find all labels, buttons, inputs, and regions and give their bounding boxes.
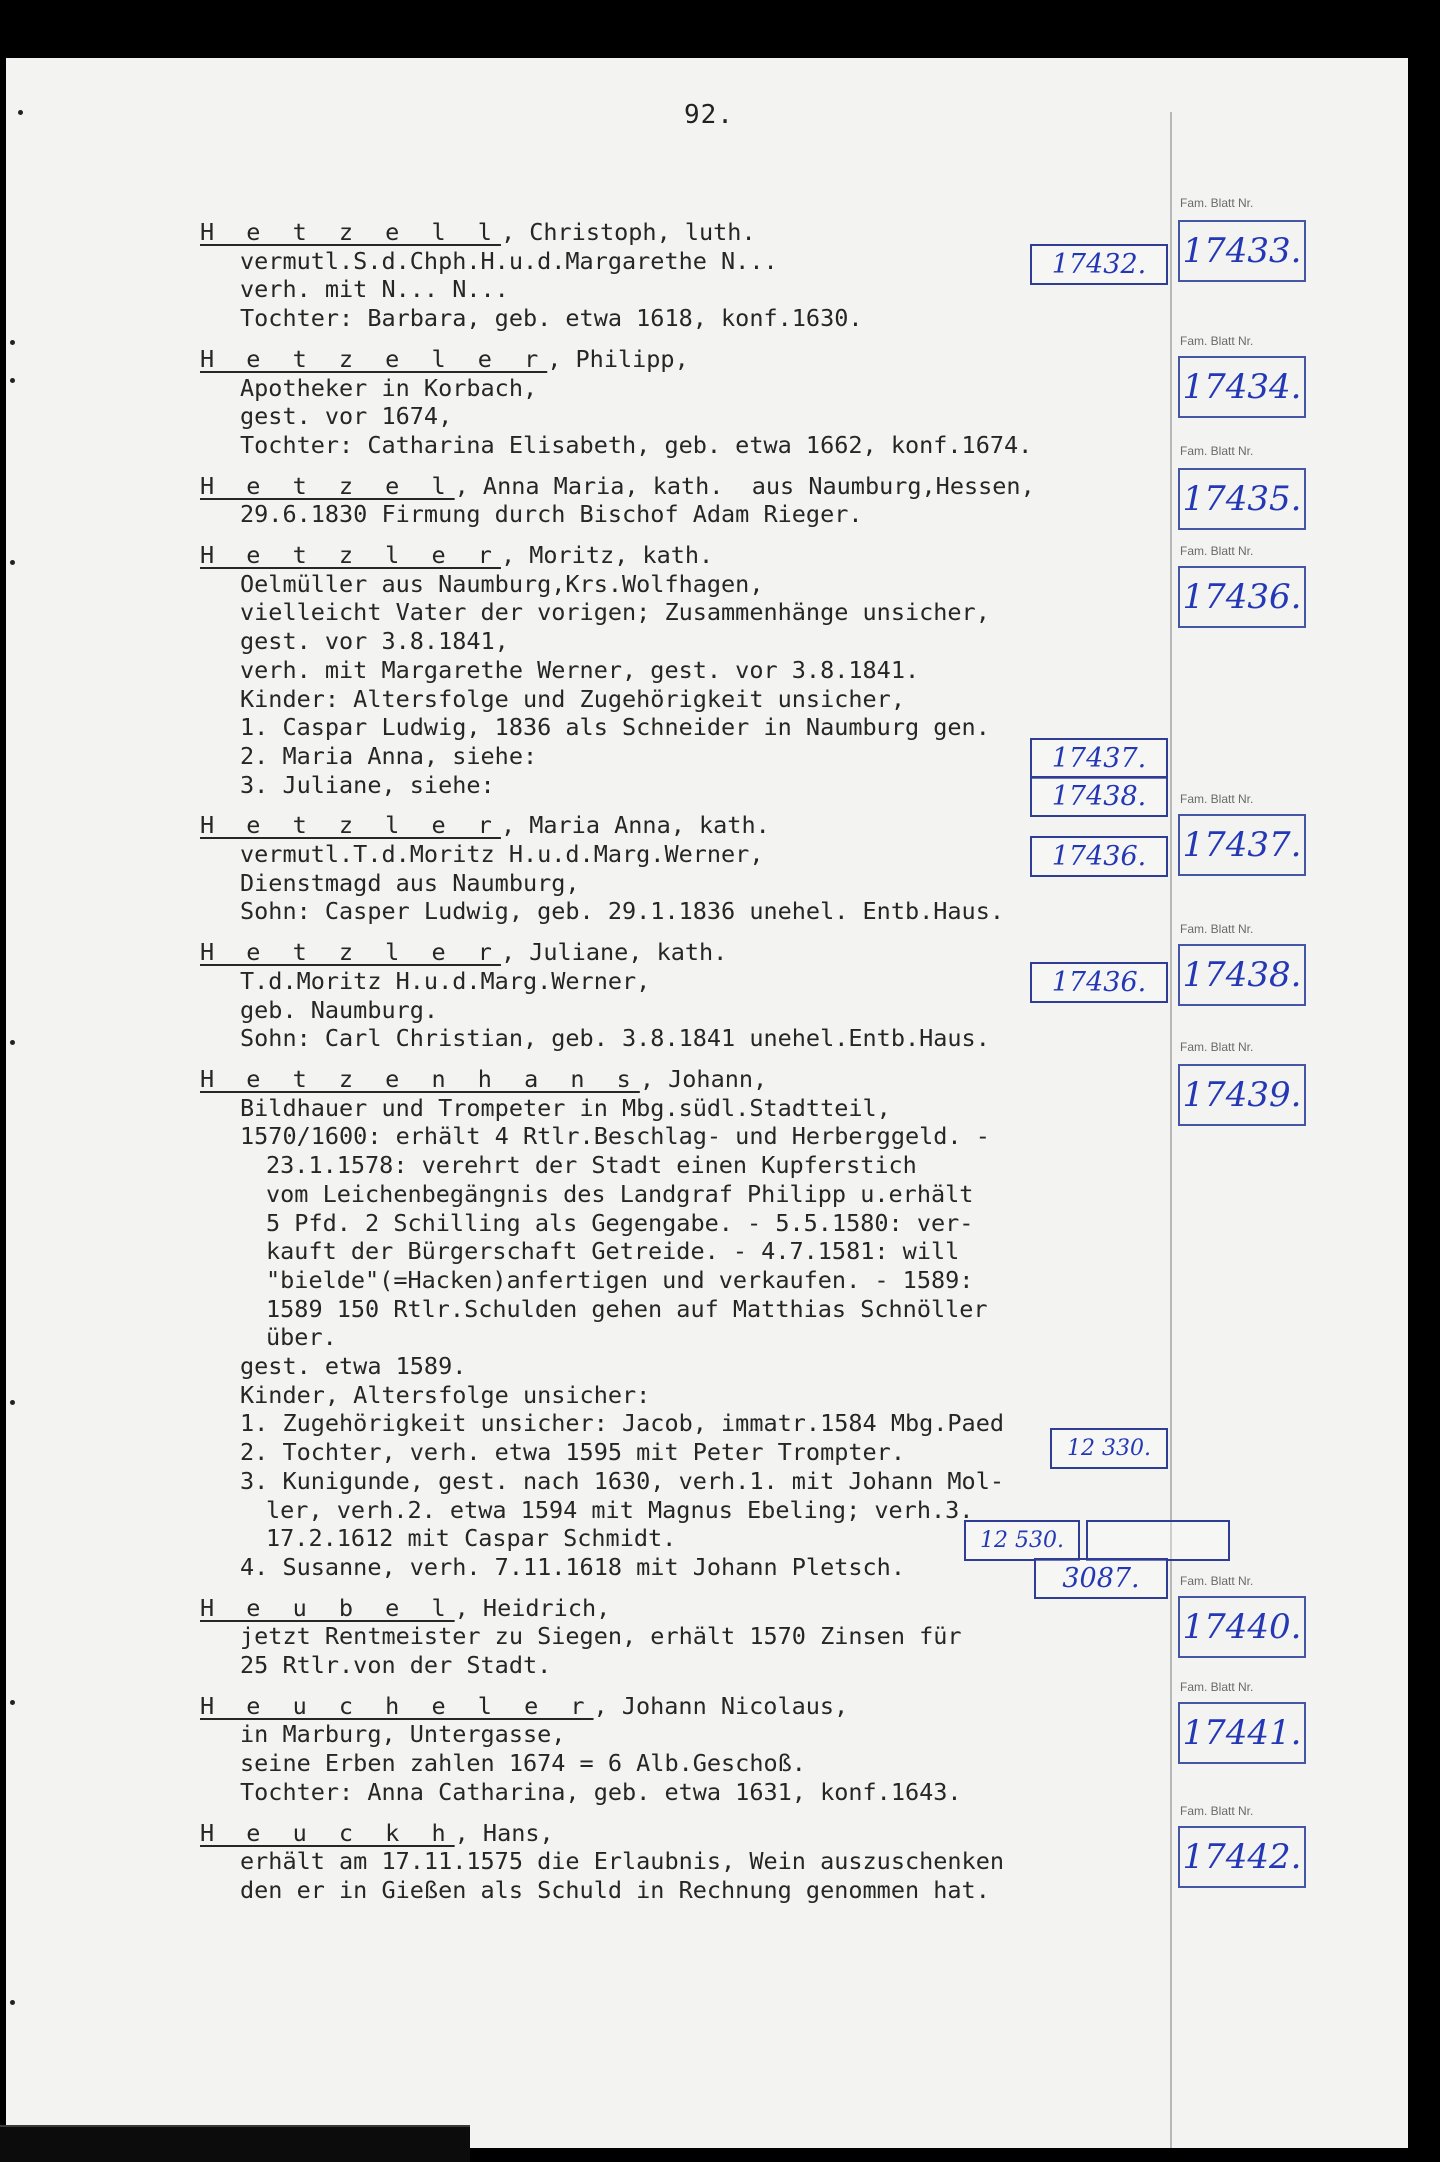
entry-line: in Marburg, Untergasse,	[240, 1720, 566, 1749]
entry-heading: H e t z l e r, Moritz, kath.	[200, 541, 714, 570]
family-sheet-number: 17438.	[1178, 944, 1306, 1006]
entry-heading: H e t z e n h a n s, Johann,	[200, 1064, 768, 1093]
entry	[200, 345, 1170, 460]
punch-mark	[10, 560, 15, 565]
entry-line: vermutl.S.d.Chph.H.u.d.Margarethe N...	[240, 246, 778, 275]
entry	[200, 472, 1170, 529]
entry-line: 23.1.1578: verehrt der Stadt einen Kupferstich	[266, 1151, 917, 1180]
entry-line: Tochter: Anna Catharina, geb. etwa 1631, konf.1643.	[240, 1777, 962, 1806]
entry-line: 29.6.1830 Firmung durch Bischof Adam Rieger.	[240, 500, 863, 529]
punch-mark	[10, 2000, 15, 2005]
entry-line: ler, verh.2. etwa 1594 mit Magnus Ebeling; verh.3.	[266, 1495, 974, 1524]
entry-line: gest. vor 1674,	[240, 402, 453, 431]
reference-box: 17436.	[1030, 962, 1168, 1003]
entry-line: erhält am 17.11.1575 die Erlaubnis, Wein auszuschenken	[240, 1847, 1005, 1876]
entry-line: seine Erben zahlen 1674 = 6 Alb.Geschoß.	[240, 1749, 806, 1778]
entry-line: gest. etwa 1589.	[240, 1352, 467, 1381]
family-sheet-number: 17439.	[1178, 1064, 1306, 1126]
entry-line: 3. Kunigunde, gest. nach 1630, verh.1. mit Johann Mol-	[240, 1466, 1005, 1495]
entry-heading: H e t z l e r, Juliane, kath.	[200, 938, 728, 967]
entry-line: Kinder: Altersfolge und Zugehörigkeit unsicher,	[240, 684, 905, 713]
fam-label: Fam. Blatt Nr.	[1180, 1804, 1254, 1818]
entry-line: 1589 150 Rtlr.Schulden gehen auf Matthias Schnöller	[266, 1294, 988, 1323]
family-sheet-number: 17437.	[1178, 814, 1306, 876]
entry-line: den er in Gießen als Schuld in Rechnung genommen hat.	[240, 1875, 990, 1904]
entry-line: vermutl.T.d.Moritz H.u.d.Marg.Werner,	[240, 840, 764, 869]
punch-mark	[10, 1400, 15, 1405]
reference-box: 17437.	[1030, 738, 1168, 779]
entry-heading: H e u c h e l e r, Johann Nicolaus,	[200, 1691, 849, 1720]
page-number: 92.	[684, 100, 734, 130]
entry-line: Tochter: Barbara, geb. etwa 1618, konf.1630.	[240, 304, 863, 333]
entry-line: verh. mit N... N...	[240, 275, 509, 304]
punch-mark	[10, 378, 15, 383]
fam-label: Fam. Blatt Nr.	[1180, 1680, 1254, 1694]
family-sheet-number: 17442.	[1178, 1826, 1306, 1888]
entry-line: Kinder, Altersfolge unsicher:	[240, 1380, 651, 1409]
entry-line: 1. Caspar Ludwig, 1836 als Schneider in Naumburg gen.	[240, 713, 990, 742]
entry	[200, 1065, 1170, 1582]
entry-heading: H e t z e l l, Christoph, luth.	[200, 218, 756, 246]
entry	[200, 1594, 1170, 1680]
reference-box: 12 530.	[964, 1520, 1080, 1561]
entry-line: 3. Juliane, siehe:	[240, 770, 495, 799]
fam-label: Fam. Blatt Nr.	[1180, 922, 1254, 936]
entry-heading: H e u b e l, Heidrich,	[200, 1593, 611, 1622]
entry-line: gest. vor 3.8.1841,	[240, 627, 509, 656]
entry	[200, 541, 1170, 799]
entry-line: 25 Rtlr.von der Stadt.	[240, 1651, 552, 1680]
family-sheet-number: 17435.	[1178, 468, 1306, 530]
fam-label: Fam. Blatt Nr.	[1180, 334, 1254, 348]
fam-label: Fam. Blatt Nr.	[1180, 544, 1254, 558]
scan-edge	[0, 2125, 470, 2162]
entry-line: geb. Naumburg.	[240, 995, 439, 1024]
reference-box-empty	[1086, 1520, 1230, 1561]
entry-line: T.d.Moritz H.u.d.Marg.Werner,	[240, 966, 651, 995]
entry	[200, 938, 1170, 1053]
entry-line: Apotheker in Korbach,	[240, 373, 538, 402]
entry-line: kauft der Bürgerschaft Getreide. - 4.7.1581: will	[266, 1237, 960, 1266]
family-sheet-number: 17433.	[1178, 220, 1306, 282]
fam-label: Fam. Blatt Nr.	[1180, 444, 1254, 458]
family-sheet-number: 17440.	[1178, 1596, 1306, 1658]
reference-box: 3087.	[1034, 1558, 1168, 1599]
margin-rule	[1170, 112, 1172, 2148]
entry-line: "bielde"(=Hacken)anfertigen und verkaufen. - 1589:	[266, 1265, 974, 1294]
punch-mark	[10, 1040, 15, 1045]
entry-line: 2. Tochter, verh. etwa 1595 mit Peter Trompter.	[240, 1438, 905, 1467]
reference-box: 17436.	[1030, 836, 1168, 877]
family-sheet-number: 17434.	[1178, 356, 1306, 418]
entry-line: verh. mit Margarethe Werner, gest. vor 3.8.1841.	[240, 655, 920, 684]
entry-line: Oelmüller aus Naumburg,Krs.Wolfhagen,	[240, 569, 764, 598]
entry	[200, 218, 1170, 333]
entry-heading: H e t z e l, Anna Maria, kath. aus Naumburg,Hessen,	[200, 471, 1035, 500]
entry-heading-rest: , Christoph, luth.	[500, 218, 756, 246]
entry-heading: H e u c k h, Hans,	[200, 1818, 554, 1847]
fam-label: Fam. Blatt Nr.	[1180, 196, 1254, 210]
entry-line: 4. Susanne, verh. 7.11.1618 mit Johann Pletsch.	[240, 1552, 905, 1581]
reference-box: 17438.	[1030, 776, 1168, 817]
entry-line: Sohn: Casper Ludwig, geb. 29.1.1836 unehel. Entb.Haus.	[240, 897, 1005, 926]
entry	[200, 811, 1170, 926]
entry	[200, 1692, 1170, 1807]
family-sheet-number: 17441.	[1178, 1702, 1306, 1764]
entry-line: 5 Pfd. 2 Schilling als Gegengabe. - 5.5.1580: ver-	[266, 1208, 974, 1237]
entries-list	[200, 218, 1170, 1905]
entry-line: vom Leichenbegängnis des Landgraf Philipp u.erhält	[266, 1179, 974, 1208]
punch-mark	[10, 340, 15, 345]
entry-line: Tochter: Catharina Elisabeth, geb. etwa 1662, konf.1674.	[240, 430, 1033, 459]
entry-line: jetzt Rentmeister zu Siegen, erhält 1570 Zinsen für	[240, 1622, 962, 1651]
entry-line: Bildhauer und Trompeter in Mbg.südl.Stadtteil,	[240, 1093, 891, 1122]
entry-line: 1. Zugehörigkeit unsicher: Jacob, immatr.1584 Mbg.Paed	[240, 1409, 1005, 1438]
reference-box: 12 330.	[1050, 1428, 1168, 1469]
entry-line: vielleicht Vater der vorigen; Zusammenhänge unsicher,	[240, 598, 990, 627]
entry-line: Dienstmagd aus Naumburg,	[240, 868, 580, 897]
entry-line: Sohn: Carl Christian, geb. 3.8.1841 unehel.Entb.Haus.	[240, 1024, 990, 1053]
entry	[200, 1819, 1170, 1905]
entry-line: 17.2.1612 mit Caspar Schmidt.	[266, 1524, 677, 1553]
family-sheet-number: 17436.	[1178, 566, 1306, 628]
entry-heading: H e t z e l e r, Philipp,	[200, 344, 689, 373]
entry-heading: H e t z l e r, Maria Anna, kath.	[200, 811, 770, 840]
entry-line: 2. Maria Anna, siehe:	[240, 741, 538, 770]
entry-line: über.	[266, 1323, 337, 1352]
punch-mark	[10, 1700, 15, 1705]
reference-box: 17432.	[1030, 244, 1168, 285]
punch-mark	[18, 110, 23, 115]
fam-label: Fam. Blatt Nr.	[1180, 792, 1254, 806]
entry-line: 1570/1600: erhält 4 Rtlr.Beschlag- und Herberggeld. -	[240, 1122, 990, 1151]
fam-label: Fam. Blatt Nr.	[1180, 1574, 1254, 1588]
fam-label: Fam. Blatt Nr.	[1180, 1040, 1254, 1054]
